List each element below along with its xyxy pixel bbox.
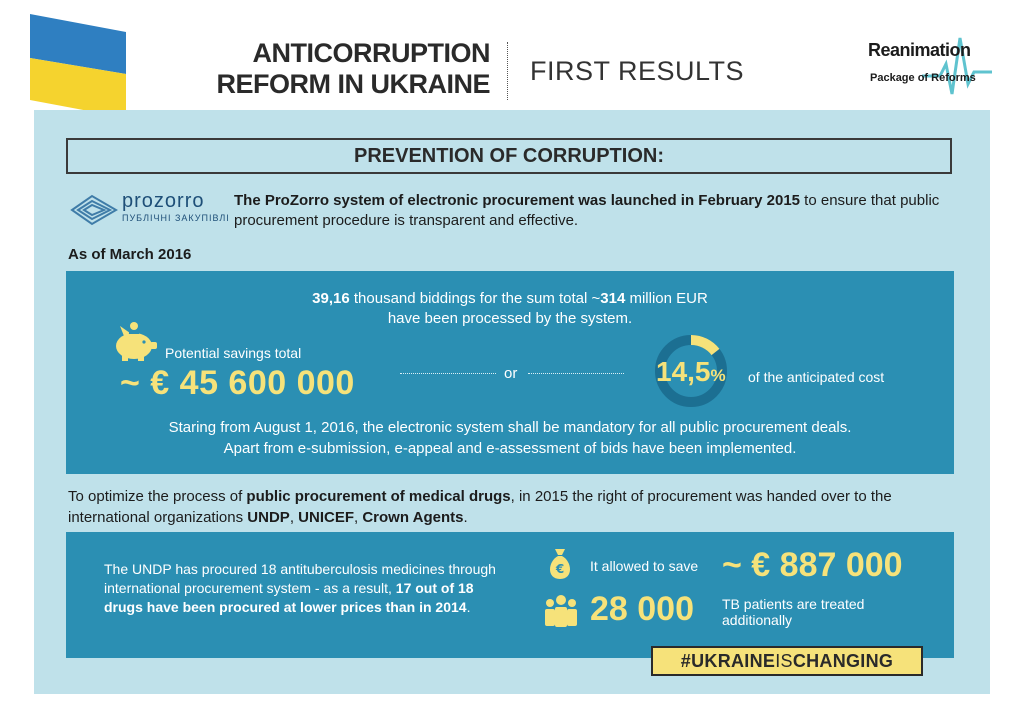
percent-label: of the anticipated cost — [748, 369, 885, 385]
med-t2: , in 2015 the right of procurement was handed over to the international organizations — [68, 488, 892, 526]
mandatory-text — [66, 417, 954, 459]
percent-number: 14,5 — [656, 356, 711, 387]
piggy-bank-icon — [110, 322, 158, 362]
med-undp: UNDP — [247, 509, 290, 526]
savings-label: Potential savings total — [165, 345, 302, 361]
svg-text:€: € — [555, 562, 565, 576]
logo-text-reanimation: Reanimation — [868, 40, 971, 60]
or-label: or — [504, 365, 518, 382]
med-t1: To optimize the process of — [68, 488, 247, 505]
title-line-2: REFORM IN UKRAINE — [216, 69, 490, 99]
ukraine-flag-icon — [30, 14, 126, 118]
tb-patients-value: 28 000 — [590, 590, 694, 628]
mandatory-line-2: Apart from e-submission, e-appeal and e-assessment of bids have been implemented. — [223, 440, 797, 457]
intro-rest: to ensure that public procurement procedure is transparent and effective. — [234, 192, 940, 229]
med-unicef: UNICEF — [298, 509, 354, 526]
med-t5: . — [463, 509, 468, 526]
biddings-count: 39,16 — [312, 290, 350, 307]
savings-value: ~ € 45 600 000 — [120, 364, 355, 402]
logo-text-package: Package of Reforms — [870, 72, 976, 84]
title-line-1: ANTICORRUPTION — [252, 38, 490, 68]
biddings-line-2: have been processed by the system. — [387, 310, 633, 327]
biddings-text-1: thousand biddings for the sum total ~ — [349, 290, 601, 307]
biddings-sum: 314 — [600, 290, 626, 307]
donut-gauge-arc — [691, 340, 715, 352]
undp-text-bold: 17 out of 18 drugs have been procured at lower prices than in 2014 — [104, 580, 474, 615]
hashtag-badge — [651, 646, 923, 676]
as-of-date: As of March 2016 — [68, 246, 192, 263]
hashtag-part-1: #UKRAINE — [680, 651, 776, 671]
undp-text — [104, 560, 514, 617]
undp-text-end: . — [466, 599, 471, 615]
prozorro-intro — [234, 191, 964, 231]
hashtag-part-3: CHANGING — [792, 651, 894, 671]
tb-patients-label: TB patients are treated additionally — [722, 596, 865, 628]
biddings-text — [66, 289, 954, 329]
page-title — [150, 38, 490, 100]
section-title: PREVENTION OF CORRUPTION: — [66, 138, 952, 174]
money-bag-icon — [546, 547, 574, 581]
medical-drugs-text — [68, 486, 968, 528]
intro-bold: The ProZorro system of electronic procurement was launched in February 2015 — [234, 192, 801, 209]
dotted-divider-right — [528, 373, 624, 374]
med-t4: , — [354, 509, 363, 526]
dotted-divider-left — [400, 373, 496, 374]
mandatory-line-1: Staring from August 1, 2016, the electronic system shall be mandatory for all public procurement deals. — [168, 419, 852, 436]
page-subtitle: FIRST RESULTS — [530, 56, 745, 86]
prozorro-subtitle: ПУБЛІЧНІ ЗАКУПІВЛІ — [122, 213, 230, 223]
hashtag-part-2: IS — [775, 651, 793, 671]
undp-text-plain: The UNDP has procured 18 antituberculosis medicines through international procurement system - as a result, — [104, 561, 496, 596]
allowed-label: It allowed to save — [590, 558, 699, 574]
med-b1: public procurement of medical drugs — [246, 488, 511, 505]
med-crown-agents: Crown Agents — [362, 509, 464, 526]
people-icon — [542, 594, 580, 628]
percent-sign: % — [710, 366, 726, 385]
title-divider — [507, 42, 508, 100]
prozorro-name: prozorro — [122, 190, 205, 212]
biddings-text-2: million EUR — [625, 290, 708, 307]
percent-value — [656, 356, 726, 388]
allowed-value: ~ € 887 000 — [722, 546, 903, 584]
med-t3: , — [289, 509, 299, 526]
